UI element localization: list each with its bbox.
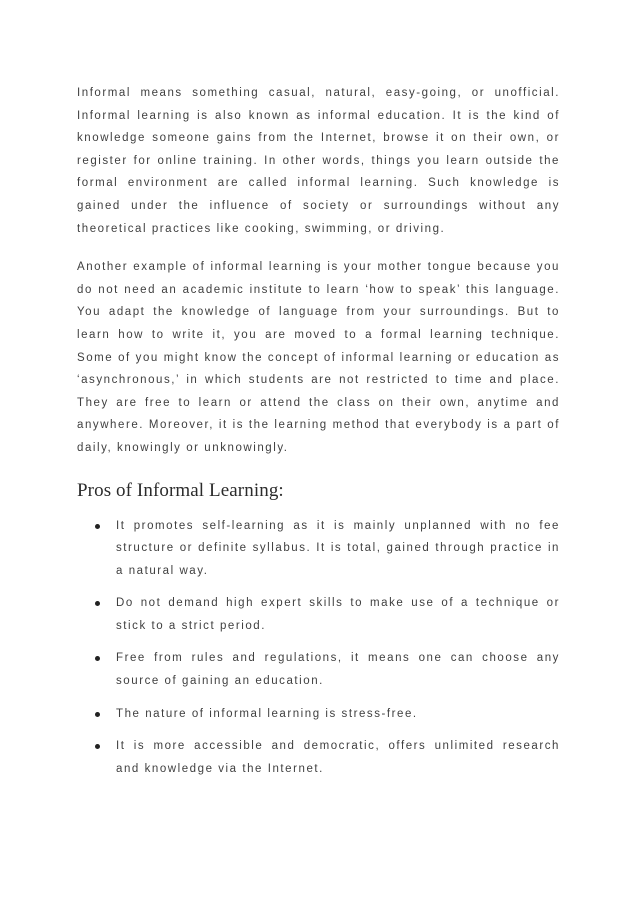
bullet-icon (95, 524, 100, 529)
list-item-text: It is more accessible and democratic, offers unlimited research and knowledge via the Internet. (116, 740, 560, 775)
list-item (77, 592, 560, 637)
bullet-icon (95, 601, 100, 606)
bullet-icon (95, 656, 100, 661)
list-item (77, 515, 560, 583)
bullet-icon (95, 712, 100, 717)
paragraph-mother-tongue-example: Another example of informal learning is your mother tongue because you do not need an academic institute to learn ‘how to speak’ this language. You adapt the knowledge of language from your surroundings. But to learn how to write it, you are moved to a formal learning technique. Some of you might know the concept of informal learning or education as ‘asynchronous,’ in which students are not restricted to time and place. They are free to learn or attend the class on their own, anytime and anywhere. Moreover, it is the learning method that everybody is a part of daily, knowingly or unknowingly. (77, 261, 560, 454)
pros-list (77, 515, 560, 781)
list-item-text: Do not demand high expert skills to make use of a technique or stick to a strict period. (116, 597, 560, 632)
list-item-text: Free from rules and regulations, it means one can choose any source of gaining an education. (116, 652, 560, 688)
list-item (77, 703, 560, 726)
list-item-text: The nature of informal learning is stress-free. (116, 707, 418, 720)
bullet-icon (95, 744, 100, 749)
list-item (77, 735, 560, 780)
section-heading: Pros of Informal Learning: (77, 479, 284, 501)
list-item-text: It promotes self-learning as it is mainly unplanned with no fee structure or definite syllabus. It is total, gained through practice in a natural way. (116, 519, 560, 577)
paragraph-informal-definition: Informal means something casual, natural, easy-going, or unofficial. Informal learning is also known as informal education. It is the kind of knowledge someone gains from the Internet, browse it on their own, or register for online training. In other words, things you learn outside the formal environment are called informal learning. Such knowledge is gained under the influence of society or surroundings without any theoretical practices like cooking, swimming, or driving. (77, 87, 560, 235)
list-item (77, 647, 560, 692)
